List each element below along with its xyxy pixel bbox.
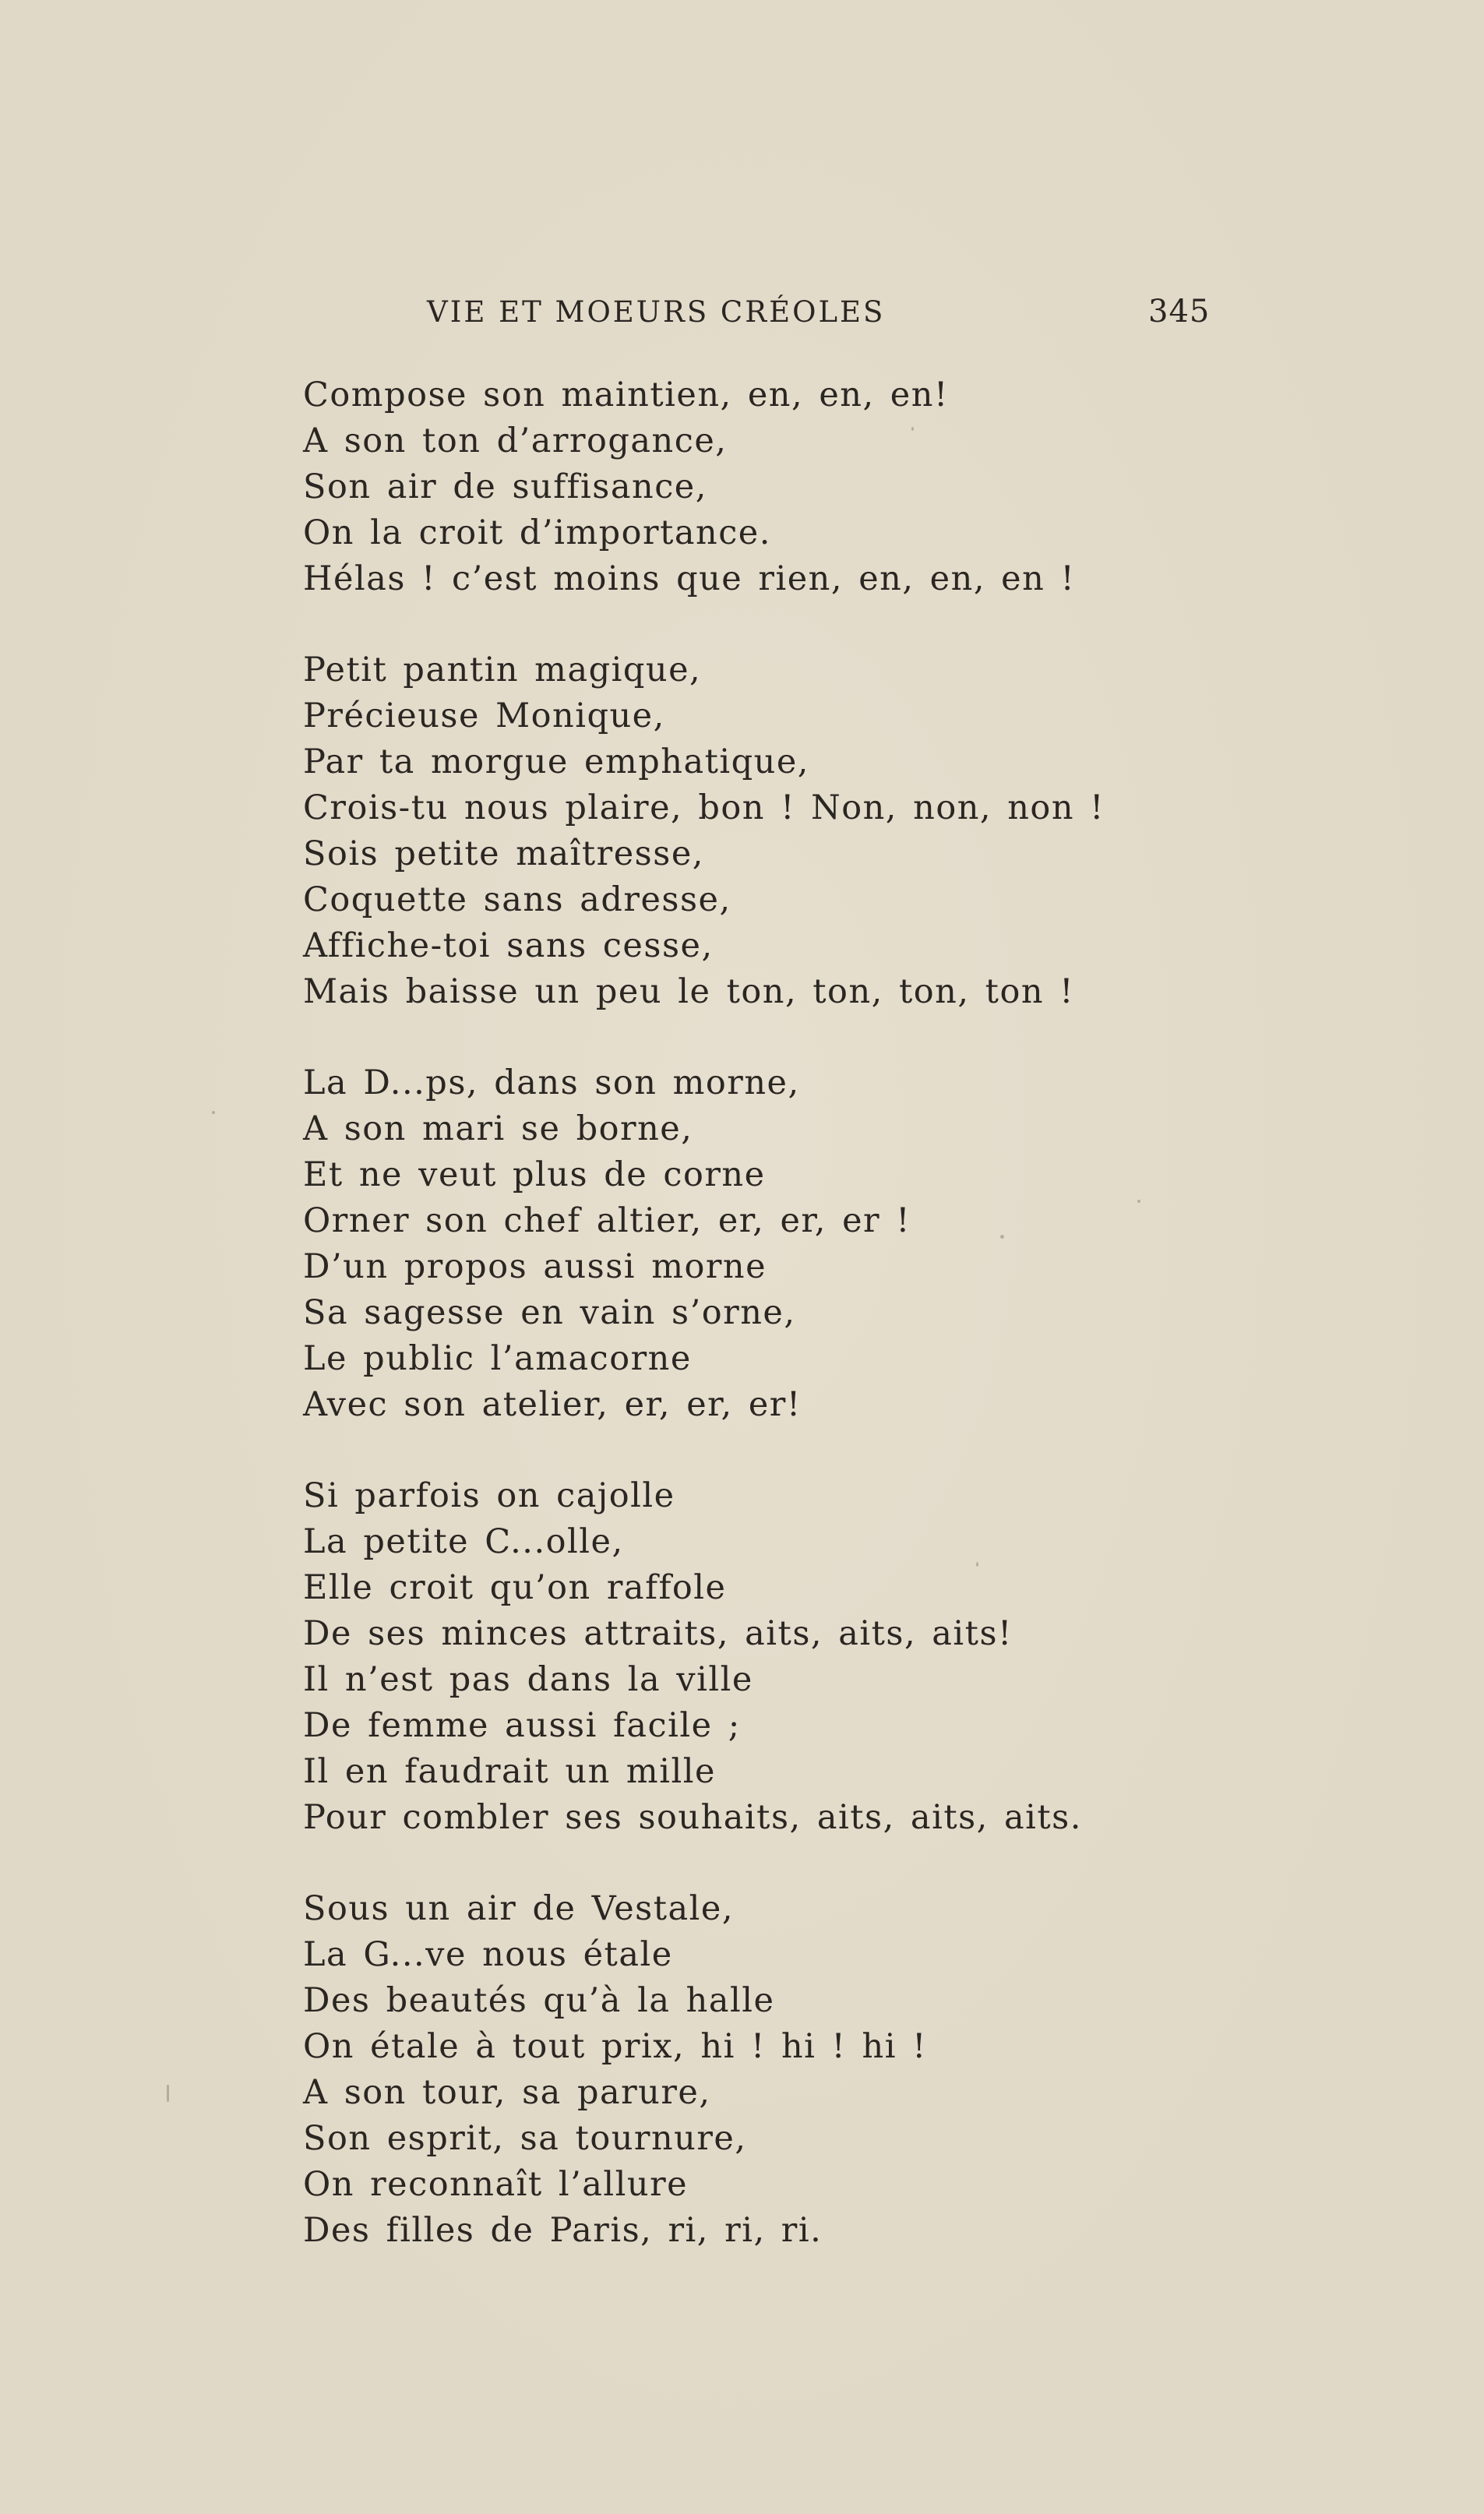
verse-line: Sa sagesse en vain s’orne,	[303, 1293, 796, 1332]
verse-line: Des filles de Paris, ri, ri, ri.	[303, 2211, 823, 2250]
verse-line: La G...ve nous étale	[303, 1935, 673, 1974]
paper-speck	[976, 1562, 978, 1567]
verse-line: Mais baisse un peu le ton, ton, ton, ton !	[303, 972, 1074, 1011]
paper-speck	[212, 1111, 215, 1114]
verse-line: La D...ps, dans son morne,	[303, 1063, 800, 1102]
verse-line: Des beautés qu’à la halle	[303, 1981, 775, 2020]
verse-line: Son air de suffisance,	[303, 467, 707, 506]
verse-line: De ses minces attraits, aits, aits, aits!	[303, 1614, 1013, 1653]
verse-line: Précieuse Monique,	[303, 696, 665, 735]
verse-line: A son tour, sa parure,	[303, 2073, 711, 2112]
paper-speck	[1000, 1235, 1004, 1239]
verse-line: Sois petite maîtresse,	[303, 834, 704, 873]
verse-line: Elle croit qu’on raffole	[303, 1568, 727, 1607]
verse-line: Le public l’amacorne	[303, 1339, 692, 1378]
verse-line: D’un propos aussi morne	[303, 1247, 767, 1286]
verse-line: Avec son atelier, er, er, er!	[303, 1385, 802, 1424]
verse-line: Son esprit, sa tournure,	[303, 2119, 747, 2158]
paper-speck	[1137, 1200, 1140, 1203]
verse-line: Il n’est pas dans la ville	[303, 1660, 753, 1699]
verse-line: On la croit d’importance.	[303, 513, 771, 552]
verse-line: Sous un air de Vestale,	[303, 1889, 734, 1928]
verse-line: A son mari se borne,	[303, 1109, 693, 1148]
stanza-3	[303, 1060, 1238, 1428]
verse-line: Coquette sans adresse,	[303, 880, 731, 919]
verse-line: La petite C...olle,	[303, 1522, 624, 1561]
paper-speck	[167, 2085, 169, 2102]
stanza-5	[303, 1886, 1238, 2254]
verse-line: On étale à tout prix, hi ! hi ! hi !	[303, 2027, 927, 2066]
page-number: 345	[1148, 294, 1211, 330]
verse-line: Hélas ! c’est moins que rien, en, en, en !	[303, 559, 1076, 598]
running-title: VIE ET MOEURS CRÉOLES	[427, 295, 886, 329]
verse-line: Orner son chef altier, er, er, er !	[303, 1201, 911, 1240]
poem-body	[303, 372, 1238, 2299]
paper-speck	[911, 427, 914, 431]
verse-line: Affiche-toi sans cesse,	[303, 926, 714, 965]
verse-line: Et ne veut plus de corne	[303, 1155, 766, 1194]
verse-line: Il en faudrait un mille	[303, 1752, 716, 1791]
stanza-1	[303, 372, 1238, 602]
stanza-4	[303, 1473, 1238, 1841]
verse-line: Petit pantin magique,	[303, 651, 702, 689]
stanza-2	[303, 647, 1238, 1015]
verse-line: Par ta morgue emphatique,	[303, 742, 809, 781]
verse-line: On reconnaît l’allure	[303, 2165, 689, 2204]
verse-line: Si parfois on cajolle	[303, 1476, 675, 1515]
verse-line: Compose son maintien, en, en, en!	[303, 376, 949, 414]
verse-line: A son ton d’arrogance,	[303, 421, 728, 460]
verse-line: Pour combler ses souhaits, aits, aits, aits.	[303, 1798, 1082, 1837]
verse-line: Crois-tu nous plaire, bon ! Non, non, non !	[303, 788, 1105, 827]
verse-line: De femme aussi facile ;	[303, 1706, 741, 1745]
